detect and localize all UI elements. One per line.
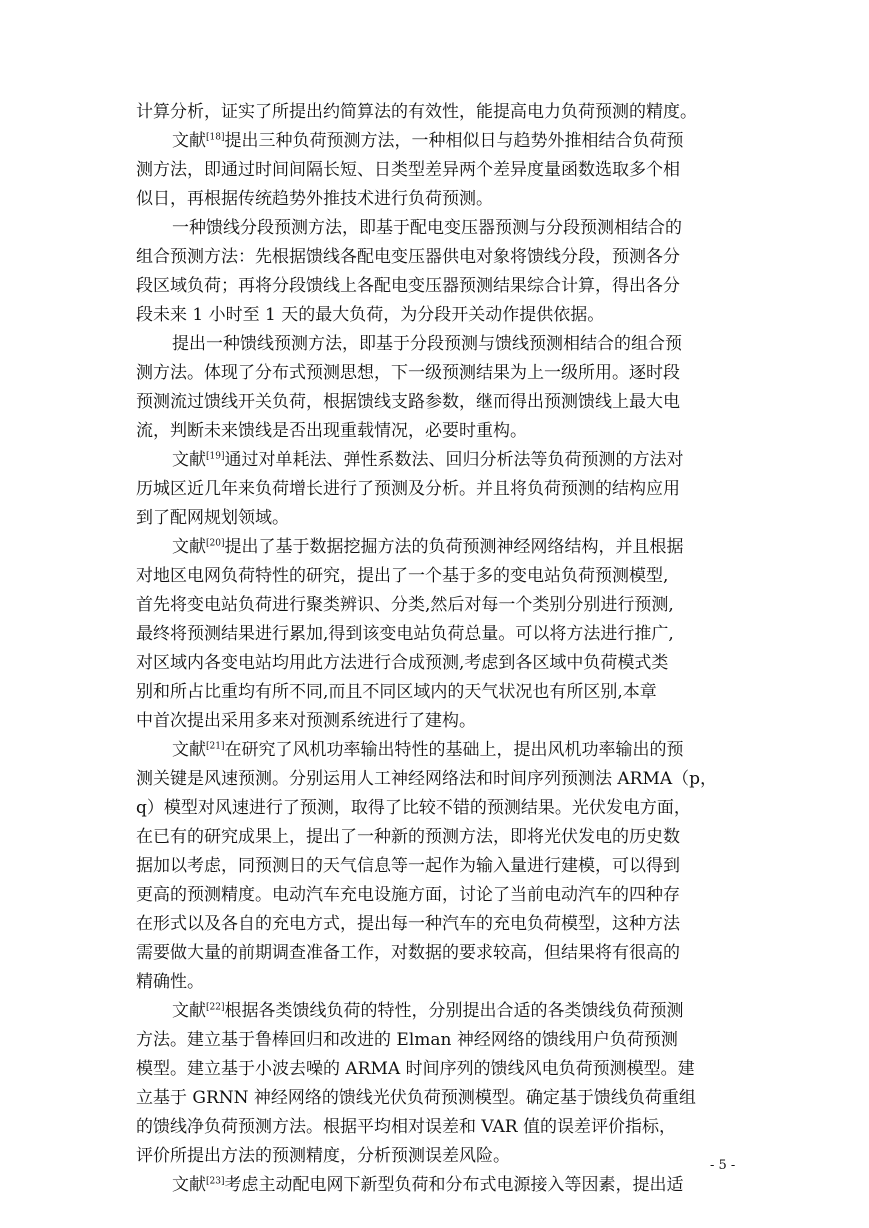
text-line: 对地区电网负荷特性的研究，提出了一个基于多的变电站负荷预测模型, bbox=[136, 566, 669, 586]
text-line bbox=[172, 998, 683, 1024]
citation-ref: [23] bbox=[206, 1176, 225, 1187]
citation-ref: [22] bbox=[206, 1002, 225, 1013]
citation-lead: 文献 bbox=[172, 1175, 206, 1195]
text-line: 评价所提出方法的预测精度，分析预测误差风险。 bbox=[136, 1146, 510, 1166]
citation-text: 通过对单耗法、弹性系数法、回归分析法等负荷预测的方法对 bbox=[224, 450, 684, 470]
text-line: 段区域负荷；再将分段馈线上各配电变压器预测结果综合计算，得出各分 bbox=[136, 276, 680, 296]
text-line: 在已有的研究成果上，提出了一种新的预测方法，即将光伏发电的历史数 bbox=[136, 827, 680, 847]
text-line bbox=[172, 128, 683, 154]
text-line: 别和所占比重均有所不同,而且不同区域内的天气状况也有所区别,本章 bbox=[136, 682, 657, 702]
citation-text: 考虑主动配电网下新型负荷和分布式电源接入等因素，提出适 bbox=[224, 1175, 684, 1195]
text-line: 立基于 GRNN 神经网络的馈线光伏负荷预测模型。确定基于馈线负荷重组 bbox=[136, 1088, 696, 1108]
page-number: - 5 - bbox=[710, 1158, 736, 1173]
text-line: 方法。建立基于鲁棒回归和改进的 Elman 神经网络的馈线用户负荷预测 bbox=[136, 1030, 678, 1050]
text-line: 中首次提出采用多来对预测系统进行了建构。 bbox=[136, 711, 476, 731]
text-line bbox=[172, 447, 683, 473]
citation-lead: 文献 bbox=[172, 131, 206, 151]
citation-text: 提出三种负荷预测方法，一种相似日与趋势外推相结合负荷预 bbox=[224, 131, 684, 151]
citation-ref: [21] bbox=[206, 741, 225, 752]
text-line: 组合预测方法：先根据馈线各配电变压器供电对象将馈线分段，预测各分 bbox=[136, 247, 680, 267]
text-line: 模型。建立基于小波去噪的 ARMA 时间序列的馈线风电负荷预测模型。建 bbox=[136, 1059, 695, 1079]
citation-text: 在研究了风机功率输出特性的基础上，提出风机功率输出的预 bbox=[224, 740, 684, 760]
text-line: 提出一种馈线预测方法，即基于分段预测与馈线预测相结合的组合预 bbox=[172, 334, 682, 354]
text-line bbox=[172, 1172, 683, 1198]
text-line: 对区域内各变电站均用此方法进行合成预测,考虑到各区域中负荷模式类 bbox=[136, 653, 669, 673]
text-line: 计算分析，证实了所提出约简算法的有效性，能提高电力负荷预测的精度。 bbox=[136, 102, 697, 122]
citation-lead: 文献 bbox=[172, 450, 206, 470]
citation-text: 提出了基于数据挖掘方法的负荷预测神经网络结构，并且根据 bbox=[224, 537, 684, 557]
text-line: 最终将预测结果进行累加,得到该变电站负荷总量。可以将方法进行推广, bbox=[136, 624, 674, 644]
citation-ref: [18] bbox=[206, 132, 225, 143]
text-line: 预测流过馈线开关负荷，根据馈线支路参数，继而得出预测馈线上最大电 bbox=[136, 392, 680, 412]
text-line: 更高的预测精度。电动汽车充电设施方面，讨论了当前电动汽车的四种存 bbox=[136, 885, 680, 905]
text-line: 测方法。体现了分布式预测思想，下一级预测结果为上一级所用。逐时段 bbox=[136, 363, 680, 383]
text-line: 一种馈线分段预测方法，即基于配电变压器预测与分段预测相结合的 bbox=[172, 218, 682, 238]
text-line: 测关键是风速预测。分别运用人工神经网络法和时间序列预测法 ARMA（p， bbox=[136, 769, 718, 789]
citation-lead: 文献 bbox=[172, 537, 206, 557]
text-line bbox=[172, 534, 683, 560]
text-line: 段未来 1 小时至 1 天的最大负荷，为分段开关动作提供依据。 bbox=[136, 305, 605, 325]
citation-lead: 文献 bbox=[172, 740, 206, 760]
citation-text: 根据各类馈线负荷的特性，分别提出合适的各类馈线负荷预测 bbox=[224, 1001, 684, 1021]
citation-lead: 文献 bbox=[172, 1001, 206, 1021]
citation-ref: [20] bbox=[206, 538, 225, 549]
text-line: 似日，再根据传统趋势外推技术进行负荷预测。 bbox=[136, 189, 493, 209]
text-line: 首先将变电站负荷进行聚类辨识、分类,然后对每一个类别分别进行预测, bbox=[136, 595, 674, 615]
text-line: 历城区近几年来负荷增长进行了预测及分析。并且将负荷预测的结构应用 bbox=[136, 479, 680, 499]
text-line: 需要做大量的前期调查准备工作，对数据的要求较高，但结果将有很高的 bbox=[136, 943, 680, 963]
text-line: 测方法，即通过时间间隔长短、日类型差异两个差异度量函数选取多个相 bbox=[136, 160, 680, 180]
text-line: 在形式以及各自的充电方式，提出每一种汽车的充电负荷模型，这种方法 bbox=[136, 914, 680, 934]
text-line: 精确性。 bbox=[136, 972, 204, 992]
text-line bbox=[172, 737, 683, 763]
text-line: 流，判断未来馈线是否出现重载情况，必要时重构。 bbox=[136, 421, 527, 441]
text-line: 到了配网规划领域。 bbox=[136, 508, 289, 528]
text-line: 的馈线净负荷预测方法。根据平均相对误差和 VAR 值的误差评价指标， bbox=[136, 1117, 677, 1137]
citation-ref: [19] bbox=[206, 451, 225, 462]
text-line: q）模型对风速进行了预测，取得了比较不错的预测结果。光伏发电方面， bbox=[136, 798, 691, 818]
text-line: 据加以考虑，同预测日的天气信息等一起作为输入量进行建模，可以得到 bbox=[136, 856, 680, 876]
